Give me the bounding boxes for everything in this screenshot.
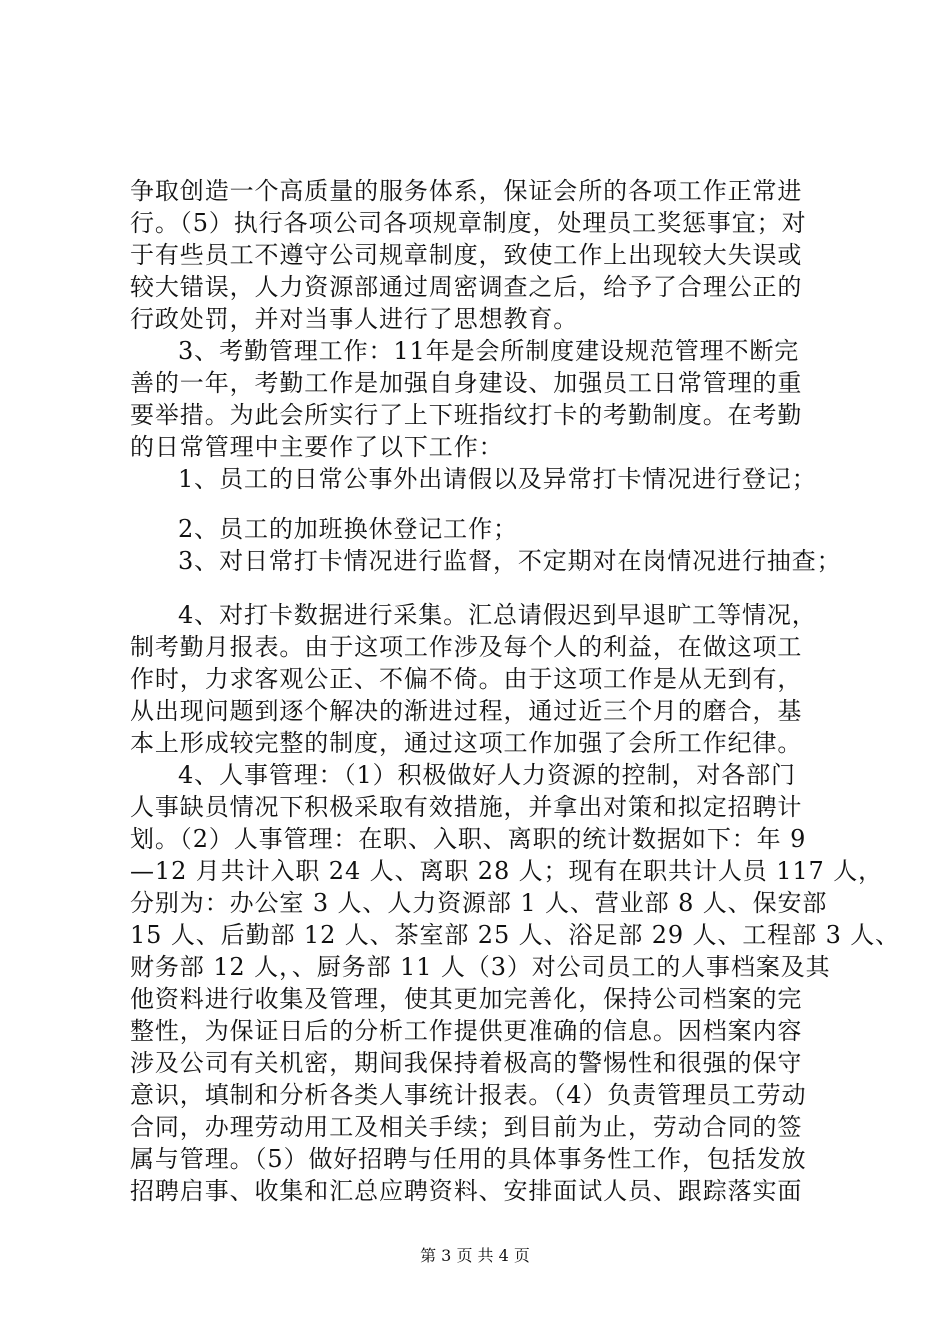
- text-line: 制考勤月报表。由于这项工作涉及每个人的利益，在做这项工: [130, 633, 803, 661]
- text-line: 人事缺员情况下积极采取有效措施，并拿出对策和拟定招聘计: [130, 793, 803, 821]
- text-line: 于有些员工不遵守公司规章制度，致使工作上出现较大失误或: [130, 241, 803, 269]
- text-line: 本上形成较完整的制度，通过这项工作加强了会所工作纪律。: [130, 729, 803, 757]
- text-line: 行政处罚，并对当事人进行了思想教育。: [130, 305, 579, 333]
- text-line: 他资料进行收集及管理，使其更加完善化，保持公司档案的完: [130, 985, 803, 1013]
- text-line: 合同，办理劳动用工及相关手续；到目前为止，劳动合同的签: [130, 1113, 803, 1141]
- text-line: 行。（5）执行各项公司各项规章制度，处理员工奖惩事宜；对: [130, 209, 807, 237]
- text-line: 划。（2）人事管理：在职、入职、离职的统计数据如下：年 9: [130, 825, 807, 853]
- text-line: 作时，力求客观公正、不偏不倚。由于这项工作是从无到有，: [130, 665, 803, 693]
- text-line: 分别为：办公室 3 人、人力资源部 1 人、营业部 8 人、保安部: [130, 889, 828, 917]
- text-line: 整性，为保证日后的分析工作提供更准确的信息。因档案内容: [130, 1017, 803, 1045]
- text-line: —12 月共计入职 24 人、离职 28 人；现有在职共计人员 117 人，: [130, 857, 884, 885]
- text-line: 财务部 12 人，、厨务部 11 人（3）对公司员工的人事档案及其: [130, 953, 831, 981]
- text-line: 3、对日常打卡情况进行监督，不定期对在岗情况进行抽查；: [178, 547, 842, 575]
- text-line: 较大错误，人力资源部通过周密调查之后，给予了合理公正的: [130, 273, 803, 301]
- text-line: 从出现问题到逐个解决的渐进过程，通过近三个月的磨合，基: [130, 697, 803, 725]
- text-line: 要举措。为此会所实行了上下班指纹打卡的考勤制度。在考勤: [130, 401, 803, 429]
- text-line: 2、员工的加班换休登记工作；: [178, 515, 518, 543]
- text-line: 争取创造一个高质量的服务体系，保证会所的各项工作正常进: [130, 177, 803, 205]
- page-footer: 第 3 页 共 4 页: [420, 1246, 530, 1265]
- text-line: 意识，填制和分析各类人事统计报表。（4）负责管理员工劳动: [130, 1081, 807, 1109]
- text-line: 属与管理。（5）做好招聘与任用的具体事务性工作，包括发放: [130, 1145, 807, 1173]
- text-line: 善的一年，考勤工作是加强自身建设、加强员工日常管理的重: [130, 369, 803, 397]
- text-line: 1、员工的日常公事外出请假以及异常打卡情况进行登记；: [178, 465, 817, 493]
- text-line: 4、人事管理：（1）积极做好人力资源的控制，对各部门: [178, 761, 796, 789]
- text-line: 的日常管理中主要作了以下工作：: [130, 433, 504, 461]
- text-line: 15 人、后勤部 12 人、茶室部 25 人、浴足部 29 人、工程部 3 人、: [130, 921, 901, 949]
- text-line: 4、对打卡数据进行采集。汇总请假迟到早退旷工等情况，: [178, 601, 817, 629]
- text-line: 招聘启事、收集和汇总应聘资料、安排面试人员、跟踪落实面: [130, 1177, 803, 1205]
- text-line: 涉及公司有关机密，期间我保持着极高的警惕性和很强的保守: [130, 1049, 803, 1077]
- text-line: 3、考勤管理工作：11年是会所制度建设规范管理不断完: [178, 337, 800, 365]
